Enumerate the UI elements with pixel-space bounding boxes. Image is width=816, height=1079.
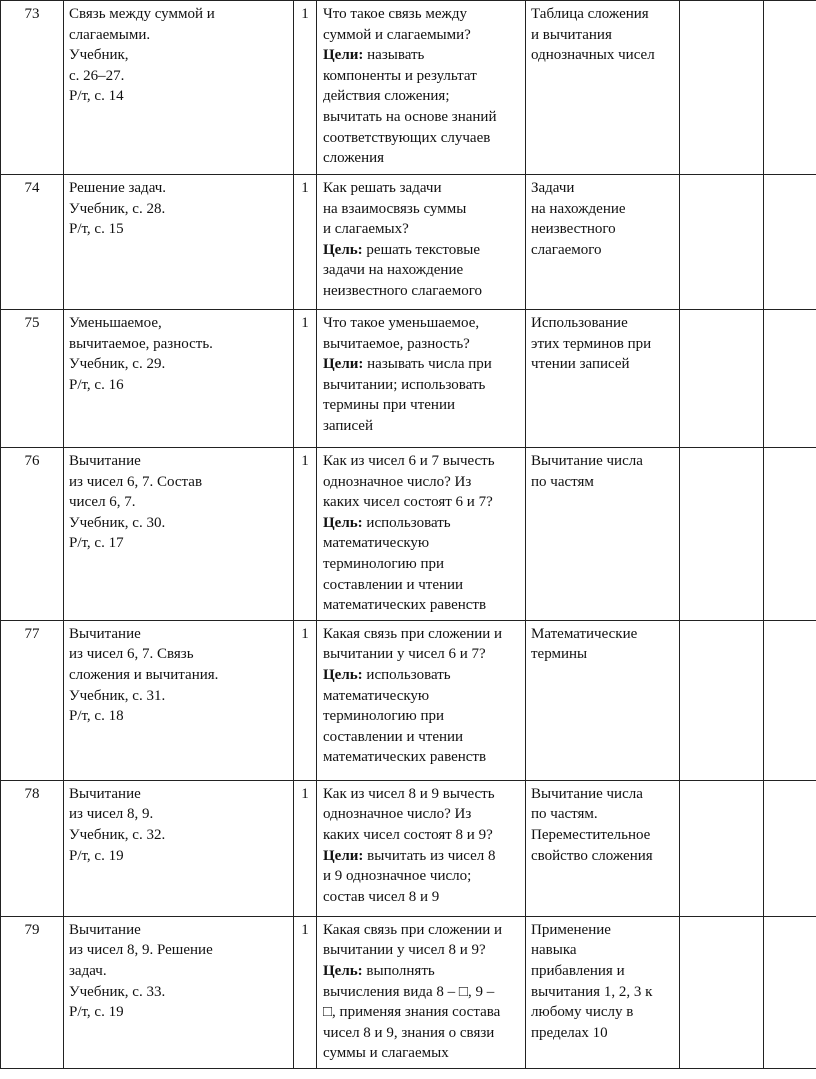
problem-question-line: и слагаемых? bbox=[323, 221, 409, 238]
goal-line: математическую bbox=[323, 535, 430, 552]
goal-line: вычитать на основе знаний bbox=[323, 108, 497, 125]
key-concepts-cell bbox=[526, 175, 680, 310]
goal-text: выполнять bbox=[362, 962, 435, 979]
table-row bbox=[1, 1, 816, 175]
goal-text: вычитать из чисел 8 bbox=[363, 847, 496, 864]
table-row bbox=[1, 448, 816, 621]
lesson-topic-line: Р/т, с. 14 bbox=[69, 88, 124, 105]
lesson-topic-line: слагаемыми. bbox=[69, 26, 151, 43]
problem-question-line: Какая связь при сложении и bbox=[323, 921, 503, 938]
empty-cell bbox=[764, 310, 816, 448]
lesson-content-cell bbox=[317, 916, 526, 1068]
key-concepts-cell bbox=[526, 1, 680, 175]
lesson-topic-cell bbox=[64, 448, 294, 621]
key-concept-line: по частям. bbox=[531, 806, 598, 823]
lesson-number-cell: 76 bbox=[1, 448, 64, 621]
hours-cell: 1 bbox=[294, 310, 317, 448]
empty-cell bbox=[680, 916, 764, 1068]
key-concepts-cell bbox=[526, 620, 680, 780]
goal-line: задачи на нахождение bbox=[323, 262, 464, 279]
lesson-topic-line: Вычитание bbox=[69, 625, 141, 642]
goal-line bbox=[323, 240, 521, 261]
key-concept-line: Таблица сложения bbox=[531, 6, 649, 22]
key-concept-line: и вычитания bbox=[531, 26, 612, 43]
lesson-topic-cell bbox=[64, 1, 294, 175]
lesson-topic-line: Уменьшаемое, bbox=[69, 315, 162, 331]
empty-cell bbox=[764, 620, 816, 780]
goal-line bbox=[323, 45, 521, 66]
goal-text: использовать bbox=[362, 514, 451, 531]
goal-text: использовать bbox=[362, 666, 451, 683]
key-concept-line: Вычитание числа bbox=[531, 785, 643, 802]
lesson-topic-line: сложения и вычитания. bbox=[69, 666, 219, 683]
lesson-topic-line: из чисел 8, 9. Решение bbox=[69, 942, 213, 959]
lesson-topic-line: из чисел 6, 7. Связь bbox=[69, 646, 194, 663]
lesson-topic-cell bbox=[64, 310, 294, 448]
lesson-topic-line: Вычитание bbox=[69, 785, 141, 802]
hours-cell: 1 bbox=[294, 448, 317, 621]
hours-cell: 1 bbox=[294, 620, 317, 780]
goal-line: соответствующих случаев bbox=[323, 129, 491, 146]
lesson-topic-line: Учебник, с. 31. bbox=[69, 687, 166, 704]
lesson-topic-line: чисел 6, 7. bbox=[69, 494, 136, 511]
problem-question-line: Что такое связь между bbox=[323, 6, 467, 22]
empty-cell bbox=[680, 310, 764, 448]
problem-question-line: каких чисел состоят 6 и 7? bbox=[323, 494, 493, 511]
lesson-topic-line: Учебник, с. 28. bbox=[69, 200, 166, 217]
goal-label: Цель: bbox=[323, 241, 363, 258]
hours-cell: 1 bbox=[294, 916, 317, 1068]
lesson-content-cell bbox=[317, 620, 526, 780]
goal-line bbox=[323, 846, 521, 867]
key-concept-line: Использование bbox=[531, 315, 628, 331]
goal-line: суммы и слагаемых bbox=[323, 1045, 449, 1062]
problem-question-line: Как из чисел 8 и 9 вычесть bbox=[323, 785, 495, 802]
lesson-topic-cell bbox=[64, 916, 294, 1068]
key-concept-line: вычитания 1, 2, 3 к bbox=[531, 983, 653, 1000]
hours-cell: 1 bbox=[294, 780, 317, 916]
empty-cell bbox=[680, 448, 764, 621]
lesson-content-cell bbox=[317, 780, 526, 916]
goal-label: Цели: bbox=[323, 356, 364, 373]
lesson-topic-line: Р/т, с. 17 bbox=[69, 535, 124, 552]
key-concept-line: Применение bbox=[531, 921, 611, 938]
key-concept-line: Переместительное bbox=[531, 826, 651, 843]
lesson-topic-line: Учебник, с. 33. bbox=[69, 983, 166, 1000]
goal-label: Цель: bbox=[323, 514, 363, 531]
goal-text: называть числа при bbox=[363, 356, 492, 373]
hours-cell: 1 bbox=[294, 1, 317, 175]
goal-line: математических равенств bbox=[323, 749, 487, 766]
lesson-content-cell bbox=[317, 1, 526, 175]
problem-question-line: однозначное число? Из bbox=[323, 473, 472, 490]
goal-text: решать текстовые bbox=[362, 241, 481, 258]
empty-cell bbox=[680, 1, 764, 175]
lesson-content-cell bbox=[317, 448, 526, 621]
problem-question-line: каких чисел состоят 8 и 9? bbox=[323, 826, 493, 843]
goal-line: состав чисел 8 и 9 bbox=[323, 888, 440, 905]
key-concept-line: по частям bbox=[531, 473, 594, 490]
lesson-number-cell: 73 bbox=[1, 1, 64, 175]
goal-text: называть bbox=[363, 47, 425, 64]
key-concepts-cell bbox=[526, 916, 680, 1068]
table-row bbox=[1, 916, 816, 1068]
goal-line: вычисления вида 8 – □, 9 – bbox=[323, 983, 495, 1000]
goal-line: и 9 однозначное число; bbox=[323, 868, 472, 885]
key-concept-line: Вычитание числа bbox=[531, 453, 643, 469]
key-concept-line: термины bbox=[531, 646, 588, 663]
key-concept-line: Задачи bbox=[531, 180, 575, 196]
empty-cell bbox=[764, 1, 816, 175]
lesson-number-cell: 77 bbox=[1, 620, 64, 780]
goal-line bbox=[323, 665, 521, 686]
lesson-topic-line: Связь между суммой и bbox=[69, 6, 215, 22]
problem-question-line: на взаимосвязь суммы bbox=[323, 200, 467, 217]
problem-question-line: Как из чисел 6 и 7 вычесть bbox=[323, 453, 495, 469]
problem-question-line: вычитании у чисел 8 и 9? bbox=[323, 942, 486, 959]
lesson-number-cell: 78 bbox=[1, 780, 64, 916]
key-concept-line: любому числу в bbox=[531, 1004, 634, 1021]
key-concept-line: Математические bbox=[531, 625, 638, 642]
lesson-topic-cell bbox=[64, 620, 294, 780]
lesson-topic-line: Р/т, с. 18 bbox=[69, 708, 124, 725]
table-row bbox=[1, 780, 816, 916]
lesson-topic-line: вычитаемое, разность. bbox=[69, 335, 213, 352]
lesson-topic-line: Учебник, с. 30. bbox=[69, 514, 166, 531]
empty-cell bbox=[764, 780, 816, 916]
key-concept-line: чтении записей bbox=[531, 356, 630, 373]
goal-line bbox=[323, 961, 521, 982]
goal-line: математических равенств bbox=[323, 597, 487, 614]
goal-label: Цель: bbox=[323, 962, 363, 979]
lesson-topic-line: из чисел 6, 7. Состав bbox=[69, 473, 203, 490]
key-concept-line: слагаемого bbox=[531, 241, 602, 258]
goal-line: □, применяя знания состава bbox=[323, 1004, 501, 1021]
goal-line: термины при чтении bbox=[323, 397, 456, 414]
lesson-topic-line: Р/т, с. 16 bbox=[69, 376, 124, 393]
table-row bbox=[1, 175, 816, 310]
key-concepts-cell bbox=[526, 780, 680, 916]
goal-label: Цель: bbox=[323, 666, 363, 683]
lesson-number-cell: 75 bbox=[1, 310, 64, 448]
lesson-content-cell bbox=[317, 175, 526, 310]
key-concepts-cell bbox=[526, 310, 680, 448]
empty-cell bbox=[764, 916, 816, 1068]
goal-line: терминологию при bbox=[323, 708, 445, 725]
goal-line: записей bbox=[323, 417, 373, 434]
table-row bbox=[1, 310, 816, 448]
lesson-topic-line: Р/т, с. 15 bbox=[69, 221, 124, 238]
goal-line bbox=[323, 513, 521, 534]
goal-line: математическую bbox=[323, 687, 430, 704]
goal-line: терминологию при bbox=[323, 555, 445, 572]
goal-label: Цели: bbox=[323, 47, 364, 64]
lesson-topic-line: Решение задач. bbox=[69, 180, 167, 196]
key-concept-line: прибавления и bbox=[531, 962, 625, 979]
empty-cell bbox=[680, 780, 764, 916]
hours-cell: 1 bbox=[294, 175, 317, 310]
key-concepts-cell bbox=[526, 448, 680, 621]
key-concept-line: пределах 10 bbox=[531, 1024, 608, 1041]
problem-question-line: Как решать задачи bbox=[323, 180, 442, 196]
empty-cell bbox=[764, 448, 816, 621]
lesson-topic-line: с. 26–27. bbox=[69, 67, 125, 84]
problem-question-line: вычитаемое, разность? bbox=[323, 335, 470, 352]
goal-line: чисел 8 и 9, знания о связи bbox=[323, 1024, 495, 1041]
lesson-topic-line: Вычитание bbox=[69, 921, 141, 938]
goal-line: составлении и чтении bbox=[323, 728, 464, 745]
lesson-topic-cell bbox=[64, 175, 294, 310]
problem-question-line: вычитании у чисел 6 и 7? bbox=[323, 646, 486, 663]
lesson-number-cell: 79 bbox=[1, 916, 64, 1068]
problem-question-line: Что такое уменьшаемое, bbox=[323, 315, 480, 331]
problem-question-line: однозначное число? Из bbox=[323, 806, 472, 823]
goal-line: вычитании; использовать bbox=[323, 376, 486, 393]
lesson-topic-cell bbox=[64, 780, 294, 916]
lesson-content-cell bbox=[317, 310, 526, 448]
lesson-topic-line: Учебник, с. 32. bbox=[69, 826, 166, 843]
empty-cell bbox=[680, 620, 764, 780]
empty-cell bbox=[764, 175, 816, 310]
key-concept-line: навыка bbox=[531, 942, 577, 959]
lesson-topic-line: Р/т, с. 19 bbox=[69, 847, 124, 864]
key-concept-line: однозначных чисел bbox=[531, 47, 655, 64]
key-concept-line: этих терминов при bbox=[531, 335, 652, 352]
goal-line: действия сложения; bbox=[323, 88, 450, 105]
lesson-topic-line: задач. bbox=[69, 962, 107, 979]
key-concept-line: на нахождение bbox=[531, 200, 626, 217]
goal-line bbox=[323, 354, 521, 375]
goal-label: Цели: bbox=[323, 847, 364, 864]
lesson-topic-line: Учебник, с. 29. bbox=[69, 356, 166, 373]
lesson-topic-line: из чисел 8, 9. bbox=[69, 806, 154, 823]
empty-cell bbox=[680, 175, 764, 310]
goal-line: составлении и чтении bbox=[323, 576, 464, 593]
goal-line: неизвестного слагаемого bbox=[323, 282, 482, 299]
lesson-topic-line: Вычитание bbox=[69, 453, 141, 469]
key-concept-line: свойство сложения bbox=[531, 847, 653, 864]
lesson-topic-line: Учебник, bbox=[69, 47, 129, 64]
lesson-topic-line: Р/т, с. 19 bbox=[69, 1004, 124, 1021]
lesson-number-cell: 74 bbox=[1, 175, 64, 310]
problem-question-line: Какая связь при сложении и bbox=[323, 625, 503, 642]
table-row bbox=[1, 620, 816, 780]
goal-line: сложения bbox=[323, 150, 385, 167]
key-concept-line: неизвестного bbox=[531, 221, 616, 238]
goal-line: компоненты и результат bbox=[323, 67, 477, 84]
problem-question-line: суммой и слагаемыми? bbox=[323, 26, 471, 43]
